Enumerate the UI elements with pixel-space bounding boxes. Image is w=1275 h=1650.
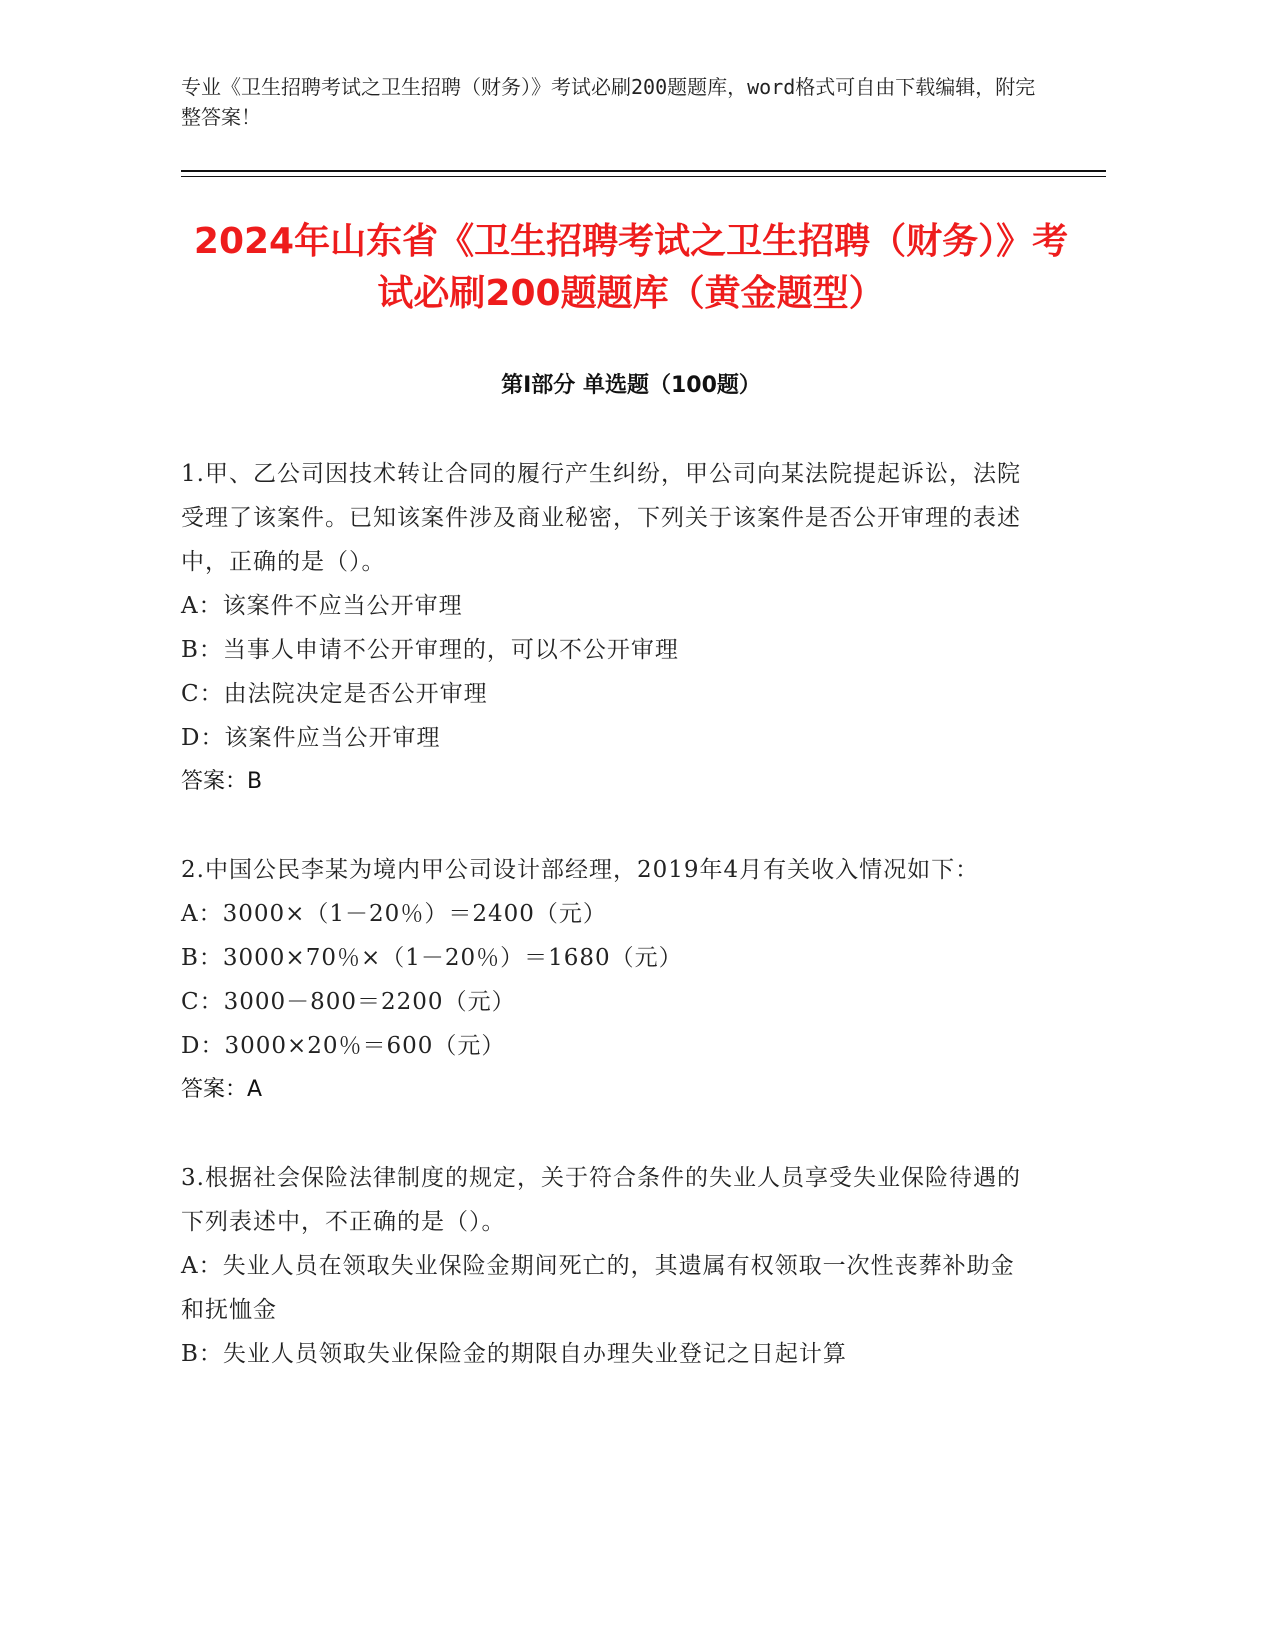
header-note: 专业《卫生招聘考试之卫生招聘（财务）》考试必刷200题题库，word格式可自由下载编辑，附完整答案！ bbox=[181, 75, 1036, 129]
question-stem: 2.中国公民李某为境内甲公司设计部经理，2019年4月有关收入情况如下： bbox=[181, 857, 980, 883]
question-stem: 3.根据社会保险法律制度的规定，关于符合条件的失业人员享受失业保险待遇的下列表述中，不正确的是（）。 bbox=[181, 1165, 1021, 1235]
answer-line: 答案：B bbox=[181, 769, 263, 794]
option-a: A：该案件不应当公开审理 bbox=[181, 593, 463, 619]
option-b: B：失业人员领取失业保险金的期限自办理失业登记之日起计算 bbox=[181, 1341, 847, 1367]
question-2 bbox=[181, 848, 1031, 1112]
answer-line: 答案：A bbox=[181, 1077, 263, 1102]
option-d: D：该案件应当公开审理 bbox=[181, 725, 441, 751]
option-b: B：3000×70％×（1－20％）＝1680（元） bbox=[181, 945, 683, 971]
question-list bbox=[181, 452, 1031, 1420]
option-c: C：由法院决定是否公开审理 bbox=[181, 681, 488, 707]
option-d: D：3000×20％＝600（元） bbox=[181, 1033, 506, 1059]
document-title: 2024年山东省《卫生招聘考试之卫生招聘（财务）》考试必刷200题题库（黄金题型） bbox=[193, 221, 1069, 314]
question-1 bbox=[181, 452, 1031, 804]
header-divider-thick bbox=[181, 170, 1106, 172]
option-a: A：3000×（1－20％）＝2400（元） bbox=[181, 901, 607, 927]
option-b: B：当事人申请不公开审理的，可以不公开审理 bbox=[181, 637, 679, 663]
section-heading: 第I部分 单选题（100题） bbox=[501, 373, 761, 398]
option-a: A：失业人员在领取失业保险金期间死亡的，其遗属有权领取一次性丧葬补助金和抚恤金 bbox=[181, 1253, 1015, 1323]
question-3 bbox=[181, 1156, 1031, 1376]
option-c: C：3000－800＝2200（元） bbox=[181, 989, 516, 1015]
question-stem: 1.甲、乙公司因技术转让合同的履行产生纠纷，甲公司向某法院提起诉讼，法院受理了该案件。已知该案件涉及商业秘密，下列关于该案件是否公开审理的表述中，正确的是（）。 bbox=[181, 461, 1021, 575]
header-divider-thin bbox=[181, 176, 1106, 177]
